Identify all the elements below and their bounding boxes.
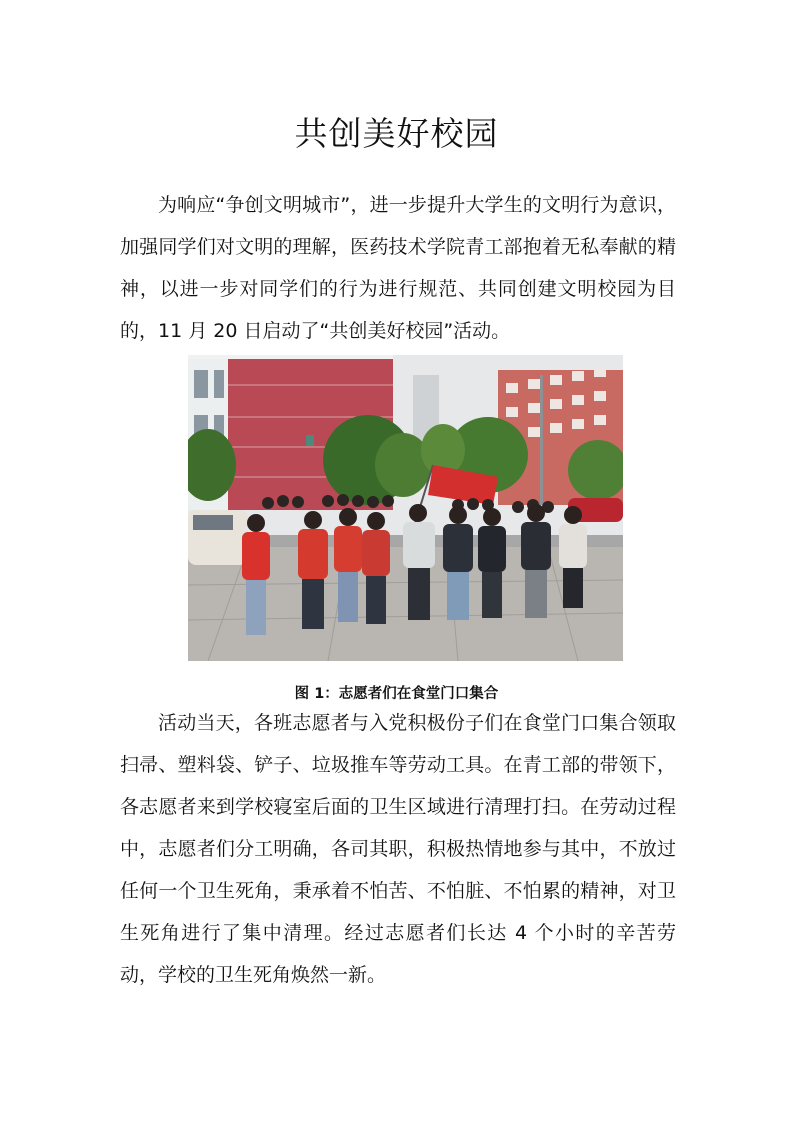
page-title: 共创美好校园 <box>294 114 499 153</box>
figure-caption: 图 1：志愿者们在食堂门口集合 <box>294 686 499 702</box>
paragraph-intro: 为响应“争创文明城市”，进一步提升大学生的文明行为意识，加强同学们对文明的理解，医药技术学院青工部抱着无私奉献的精神，以进一步对同学们的行为进行规范、共同创建文明校园为目的，11 月 20 日启动了“共创美好校园”活动。 <box>120 194 676 342</box>
paragraph-activity: 活动当天，各班志愿者与入党积极份子们在食堂门口集合领取扫帚、塑料袋、铲子、垃圾推车等劳动工具。在青工部的带领下，各志愿者来到学校寝室后面的卫生区域进行清理打扫。在劳动过程中，志愿者们分工明确，各司其职，积极热情地参与其中，不放过任何一个卫生死角，秉承着不怕苦、不怕脏、不怕累的精神，对卫生死角进行了集中清理。经过志愿者们长达 4 个小时的辛苦劳动，学校的卫生死角焕然一新。 <box>120 712 676 986</box>
volunteers-group-photo <box>188 355 623 661</box>
